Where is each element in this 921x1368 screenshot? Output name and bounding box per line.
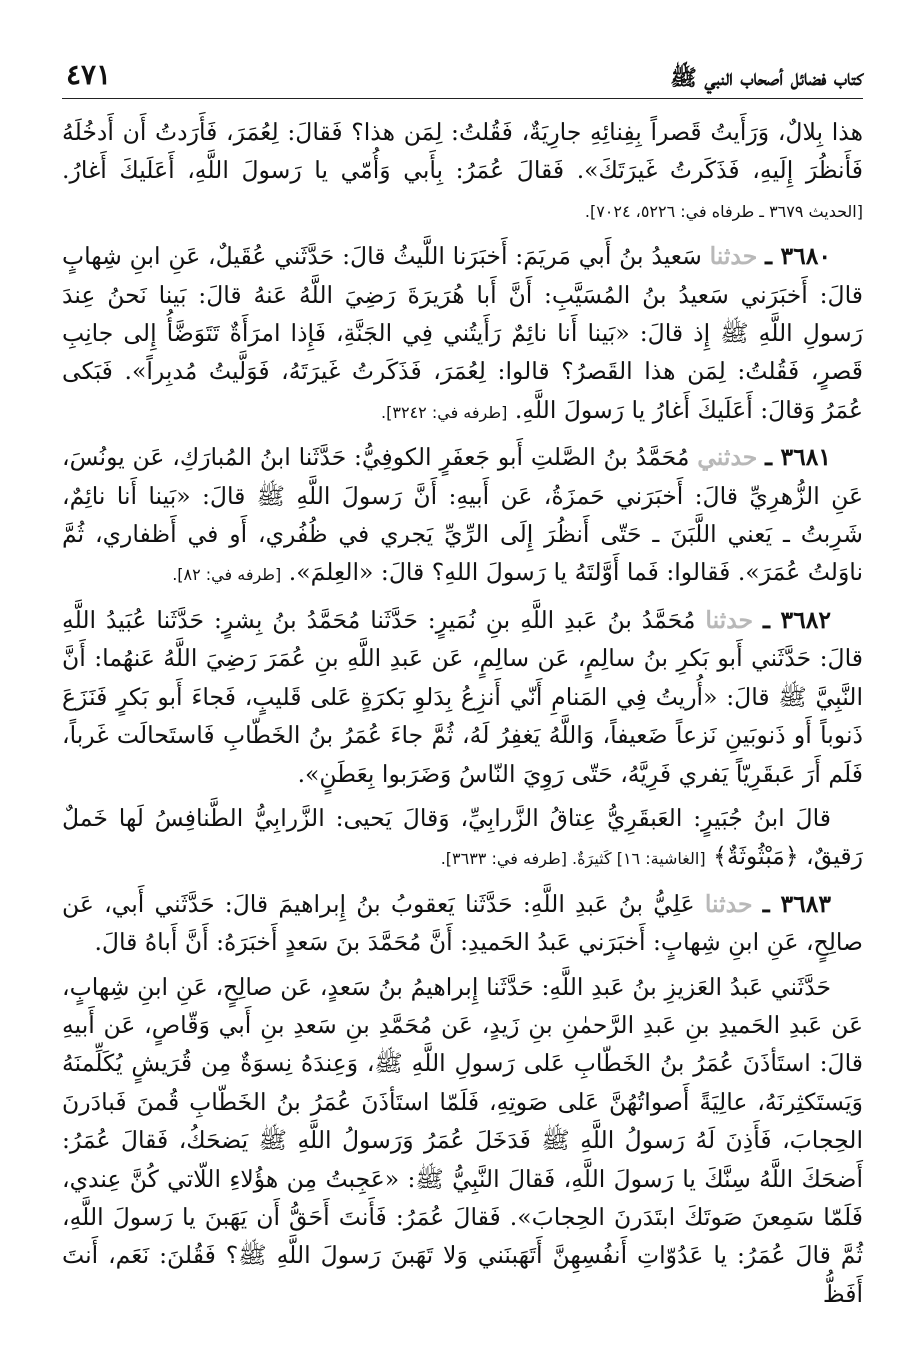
cross-reference: [الحديث ٣٦٧٩ ـ طرفاه في: ٥٢٢٦، ٧٠٢٤]. bbox=[584, 201, 863, 221]
paragraph-text: مُحَمَّدُ بنُ عَبدِ اللَّهِ بنِ نُمَيرٍ: حَدَّثَنا مُحَمَّدُ بنُ بِشرٍ: حَدَّثَنا عُبَيدُ اللَّهِ قالَ: حَدَّثَني أَبو بَكرِ بنُ سالِمٍ، عَن سالِمٍ، عَن عَبدِ اللَّهِ بنِ عُمَرَ رَضِيَ اللَّهُ عَنهُما: أَنَّ النَّبِيَّ ﷺ قالَ: «أُريتُ فِي المَنامِ أَنّي أَنزِعُ بِدَلوِ بَكرَةٍ عَلى قَليبٍ، فَجاءَ أَبو بَكرٍ فَنَزَعَ ذَنوباً أَو ذَنوبَينِ نَزعاً ضَعيفاً، وَاللَّهُ يَغفِرُ لَهُ، ثُمَّ جاءَ عُمَرُ بنُ الخَطّابِ فَاستَحالَت غَرباً، فَلَم أَرَ عَبقَرِيّاً يَفري فَرِيَّهُ، حَتّى رَوِيَ النّاسُ وَضَرَبوا بِعَطَنٍ». bbox=[62, 605, 863, 788]
paragraph-text: هذا بِلالٌ، وَرَأَيتُ قَصراً بِفِنائِهِ جارِيَةٌ، فَقُلتُ: لِمَن هذا؟ فَقالَ: لِعُمَرَ، فَأَرَدتُ أَن أَدخُلَهُ فَأَنظُرَ إِلَيهِ، فَذَكَرتُ غَيرَتَكَ». فَقالَ عُمَرُ: بِأَبي وَأُمّي يا رَسولَ اللَّهِ، أَعَلَيكَ أَغارُ. bbox=[62, 118, 863, 185]
narration-lead: حدثني bbox=[697, 443, 758, 472]
narration-lead: حدثنا bbox=[705, 605, 754, 634]
hadith-number: ٣٦٨٠ ـ bbox=[765, 242, 831, 271]
page-header bbox=[62, 48, 863, 99]
paragraph-text: حَدَّثَني عَبدُ العَزيزِ بنُ عَبدِ اللَّهِ: حَدَّثَنا إِبراهيمُ بنُ سَعدٍ، عَن صالِحٍ، عَنِ ابنِ شِهابٍ، عَن عَبدِ الحَميدِ بنِ عَبدِ الرَّحمٰنِ بنِ زَيدٍ، عَن مُحَمَّدِ بنِ سَعدِ بنِ أَبي وَقّاصٍ، عَن أَبيهِ قالَ: استَأذَنَ عُمَرُ بنُ الخَطّابِ عَلى رَسولِ اللَّهِ ﷺ، وَعِندَهُ نِسوَةٌ مِن قُرَيشٍ يُكَلِّمنَهُ وَيَستَكثِرنَهُ، عالِيَةً أَصواتُهُنَّ عَلى صَوتِهِ، فَلَمّا استَأذَنَ عُمَرُ بنُ الخَطّابِ قُمنَ فَبادَرنَ الحِجابَ، فَأَذِنَ لَهُ رَسولُ اللَّهِ ﷺ فَدَخَلَ عُمَرُ وَرَسولُ اللَّهِ ﷺ يَضحَكُ، فَقالَ عُمَرُ: أَضحَكَ اللَّهُ سِنَّكَ يا رَسولَ اللَّهِ، فَقالَ النَّبِيُّ ﷺ: «عَجِبتُ مِن هؤُلاءِ اللّاتي كُنَّ عِندي، فَلَمّا سَمِعنَ صَوتَكَ ابتَدَرنَ الحِجابَ». فَقالَ عُمَرُ: فَأَنتَ أَحَقُّ أَن يَهَبنَ يا رَسولَ اللَّهِ، ثُمَّ قالَ عُمَرُ: يا عَدُوّاتِ أَنفُسِهِنَّ أَتَهَبنَني وَلا تَهَبنَ رَسولَ اللَّهِ ﷺ؟ فَقُلنَ: نَعَم، أَنتَ أَفَظُّ bbox=[62, 972, 863, 1308]
cross-reference: [طرفه في: ٣٢٤٢]. bbox=[381, 402, 508, 422]
cross-reference: [طرفه في: ٨٢]. bbox=[172, 565, 282, 585]
paragraph-text: قالَ ابنُ جُبَيرٍ: العَبقَرِيُّ عِتاقُ الزَّرابِيِّ، وَقالَ يَحيى: الزَّرابِيُّ الطَّنافِسُ لَها خَملٌ رَقيقٌ، ﴿مَبْثُوثَةٌ﴾ bbox=[62, 803, 863, 871]
hadith-3681 bbox=[62, 438, 863, 595]
hadith-3683-second-chain bbox=[62, 968, 863, 1314]
explanatory-note bbox=[62, 799, 863, 879]
hadith-3680 bbox=[62, 237, 863, 432]
narration-lead: حدثنا bbox=[704, 889, 753, 918]
hadith-number: ٣٦٨٣ ـ bbox=[762, 889, 831, 918]
paragraph-text: عَلِيُّ بنُ عَبدِ اللَّهِ: حَدَّثَنا يَعقوبُ بنُ إِبراهيمَ قالَ: حَدَّثَني أَبي، عَن صالِحٍ، عَنِ ابنِ شِهابٍ: أَخبَرَني عَبدُ الحَميدِ: أَنَّ مُحَمَّدَ بنَ سَعدٍ أَخبَرَهُ: أَنَّ أَباهُ قالَ. bbox=[62, 889, 863, 957]
cross-reference: [الغاشية: ١٦] كَثيرَةٌ. [طرفه في: ٣٦٣٣]. bbox=[440, 849, 706, 869]
paragraph-text: مُحَمَّدُ بنُ الصَّلتِ أَبو جَعفَرٍ الكوفِيُّ: حَدَّثَنا ابنُ المُبارَكِ، عَن يونُسَ، عَنِ الزُّهرِيِّ قالَ: أَخبَرَني حَمزَةُ، عَن أَبيهِ: أَنَّ رَسولَ اللَّهِ ﷺ قالَ: «بَينا أَنا نائِمٌ، شَرِبتُ ـ يَعني اللَّبَنَ ـ حَتّى أَنظُرَ إِلَى الرِّيِّ يَجري في ظُفُري، أَو في أَظفاري، ثُمَّ ناوَلتُ عُمَرَ». فَقالوا: فَما أَوَّلتَهُ يا رَسولَ اللهِ؟ قالَ: «العِلمَ». bbox=[62, 443, 863, 587]
hadith-number: ٣٦٨٢ ـ bbox=[762, 605, 831, 634]
hadith-3683 bbox=[62, 885, 863, 962]
paragraph-continuation bbox=[62, 113, 863, 231]
paragraph-text: سَعيدُ بنُ أَبي مَريَمَ: أَخبَرَنا اللَّيثُ قالَ: حَدَّثَني عُقَيلٌ، عَنِ ابنِ شِهابٍ قالَ: أَخبَرَني سَعيدُ بنُ المُسَيَّبِ: أَنَّ أَبا هُرَيرَةَ رَضِيَ اللَّهُ عَنهُ قالَ: بَينا نَحنُ عِندَ رَسولِ اللَّهِ ﷺ إِذ قالَ: «بَينا أَنا نائِمٌ رَأَيتُني فِي الجَنَّةِ، فَإِذا امرَأَةٌ تَتَوَضَّأُ إِلى جانِبِ قَصرٍ، فَقُلتُ: لِمَن هذا القَصرُ؟ قالوا: لِعُمَرَ، فَذَكَرتُ غَيرَتَهُ، فَوَلَّيتُ مُدبِراً». فَبَكى عُمَرُ وَقالَ: أَعَلَيكَ أَغارُ يا رَسولَ اللَّهِ. bbox=[62, 242, 863, 424]
page-number: ٤٧١ bbox=[66, 58, 112, 91]
narration-lead: حدثنا bbox=[709, 242, 758, 271]
hadith-number: ٣٦٨١ ـ bbox=[765, 443, 831, 472]
hadith-3682 bbox=[62, 601, 863, 793]
running-title: كتاب فضائل أصحاب النبي ﷺ bbox=[670, 65, 863, 91]
page-body bbox=[62, 113, 863, 1313]
